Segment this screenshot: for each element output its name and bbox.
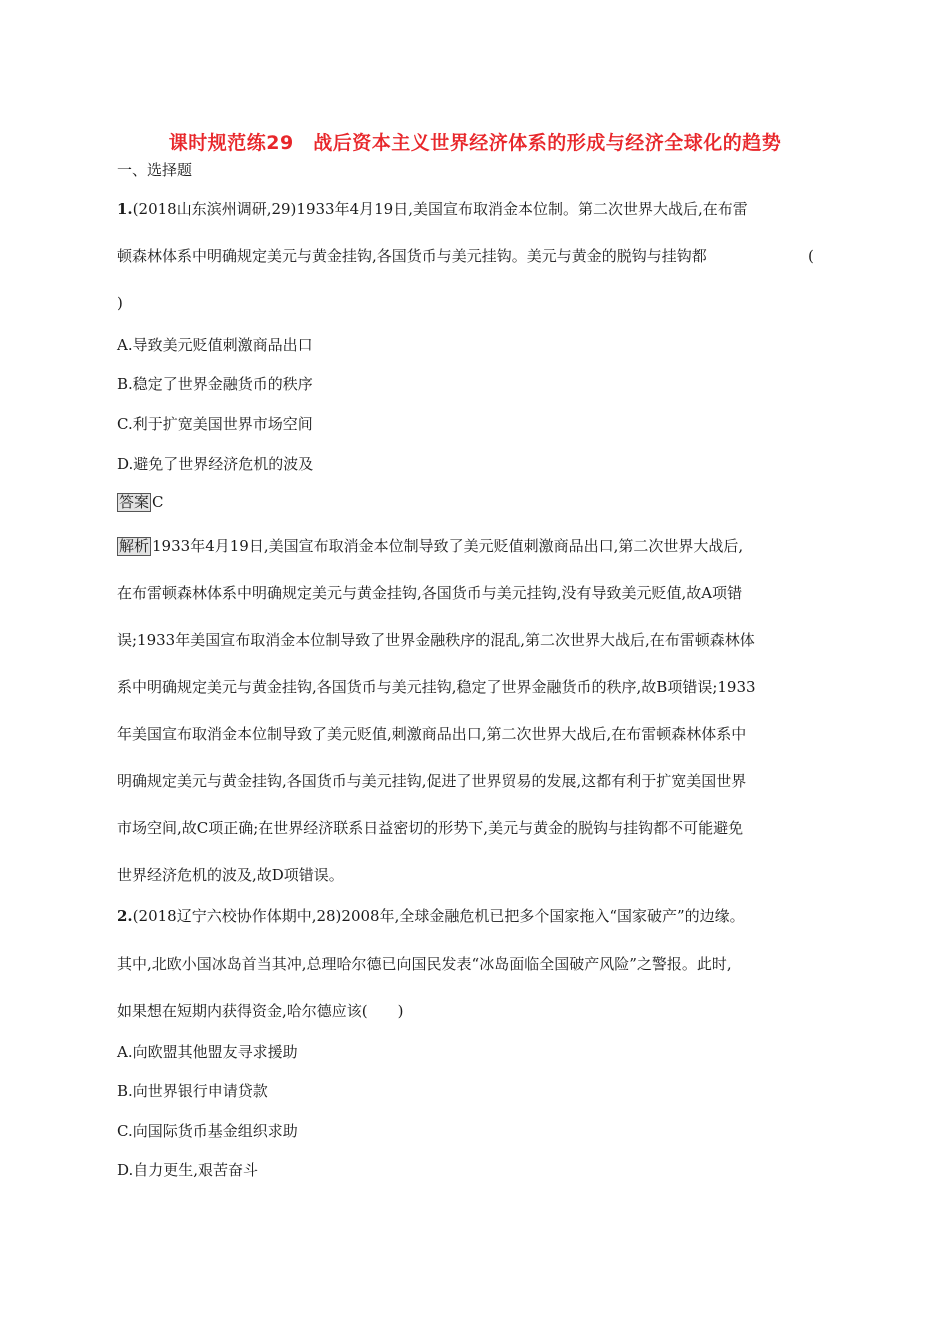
question-2-stem-line-1: 2.(2018辽宁六校协作体期中,28)2008年,全球金融危机已把多个国家拖入“国家破产”的边缘。 <box>117 907 745 925</box>
question-1-analysis-line-6: 明确规定美元与黄金挂钩,各国货币与美元挂钩,促进了世界贸易的发展,这都有利于扩宽美国世界 <box>117 772 747 790</box>
question-1-analysis-line-5: 年美国宣布取消金本位制导致了美元贬值,刺激商品出口,第二次世界大战后,在布雷顿森林体系中 <box>117 725 747 743</box>
question-1-option-a: A.导致美元贬值刺激商品出口 <box>117 336 313 354</box>
question-2-number: 2. <box>117 907 133 925</box>
section-heading: 一、选择题 <box>117 161 193 179</box>
page-title: 课时规范练29 战后资本主义世界经济体系的形成与经济全球化的趋势 <box>168 132 782 154</box>
question-1-answer <box>117 492 164 512</box>
question-1-analysis-line-8: 世界经济危机的波及,故D项错误。 <box>117 866 344 884</box>
question-2-stem-line-3: 如果想在短期内获得资金,哈尔德应该( ) <box>117 1002 404 1020</box>
question-1-option-d: D.避免了世界经济危机的波及 <box>117 455 314 473</box>
analysis-tag: 解析 <box>119 537 150 555</box>
question-1-option-b: B.稳定了世界金融货币的秩序 <box>117 375 313 393</box>
question-1-open-paren: ( <box>808 247 814 265</box>
answer-value: C <box>152 493 164 511</box>
question-2-option-b: B.向世界银行申请贷款 <box>117 1082 268 1100</box>
question-1-number: 1. <box>117 200 133 218</box>
question-1-analysis-line-2: 在布雷顿森林体系中明确规定美元与黄金挂钩,各国货币与美元挂钩,没有导致美元贬值,故A项错 <box>117 584 743 602</box>
question-1-analysis-line-3: 误;1933年美国宣布取消金本位制导致了世界金融秩序的混乱,第二次世界大战后,在布雷顿森林体 <box>117 631 755 649</box>
question-1-stem-line-1: 1.(2018山东滨州调研,29)1933年4月19日,美国宣布取消金本位制。第二次世界大战后,在布雷 <box>117 200 748 218</box>
question-2-option-c: C.向国际货币基金组织求助 <box>117 1122 298 1140</box>
question-1-stem-line-3: ) <box>117 294 123 312</box>
question-1-analysis-line-1: 解析 1933年4月19日,美国宣布取消金本位制导致了美元贬值刺激商品出口,第二次世界大战后, <box>119 537 744 555</box>
question-1-analysis-line-7: 市场空间,故C项正确;在世界经济联系日益密切的形势下,美元与黄金的脱钩与挂钩都不可能避免 <box>117 819 744 837</box>
question-1-option-c: C.利于扩宽美国世界市场空间 <box>117 415 313 433</box>
answer-tag: 答案 <box>119 493 150 511</box>
question-1-stem-line-2: 顿森林体系中明确规定美元与黄金挂钩,各国货币与美元挂钩。美元与黄金的脱钩与挂钩都 <box>117 247 707 265</box>
question-2-stem-line-2: 其中,北欧小国冰岛首当其冲,总理哈尔德已向国民发表“冰岛面临全国破产风险”之警报。此时, <box>117 955 732 973</box>
question-1-analysis-line-4: 系中明确规定美元与黄金挂钩,各国货币与美元挂钩,稳定了世界金融货币的秩序,故B项错误;1933 <box>117 678 756 696</box>
question-2-option-d: D.自力更生,艰苦奋斗 <box>117 1161 259 1179</box>
question-2-option-a: A.向欧盟其他盟友寻求援助 <box>117 1043 298 1061</box>
